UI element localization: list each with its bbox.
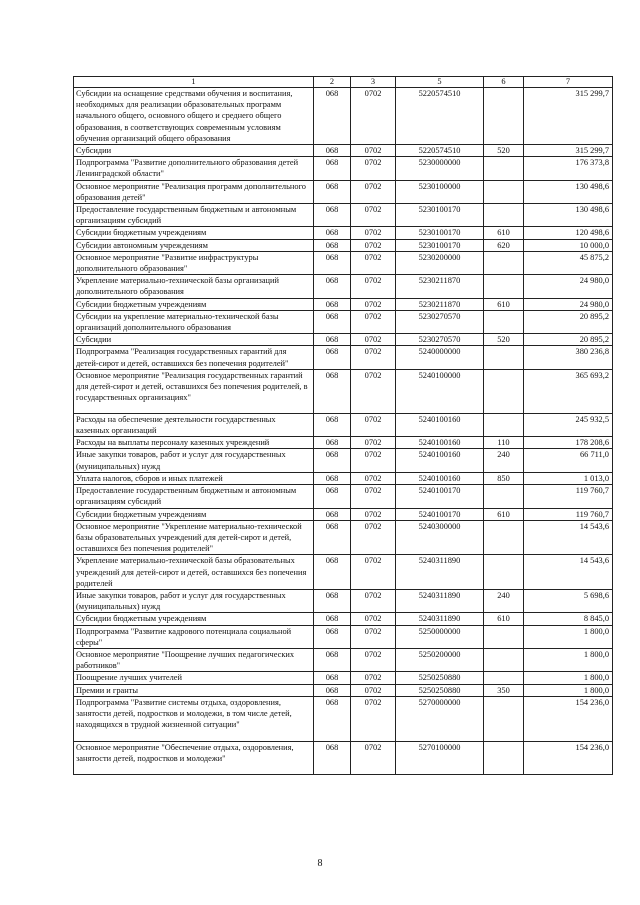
row-section-cell: 0702: [351, 298, 396, 310]
row-sum-cell: 20 895,2: [524, 334, 613, 346]
table-row: [74, 413, 613, 436]
row-section-cell: 0702: [351, 227, 396, 239]
row-expense-type-cell: 110: [484, 437, 524, 449]
row-sum-cell: 1 800,0: [524, 625, 613, 648]
row-sum-cell: 14 543,6: [524, 555, 613, 590]
row-grbs-cell: 068: [314, 437, 351, 449]
table-row: [74, 334, 613, 346]
row-grbs-cell: 068: [314, 696, 351, 741]
row-target-article-cell: 5240100170: [396, 508, 484, 520]
row-section-cell: 0702: [351, 696, 396, 741]
row-name-cell: Премии и гранты: [74, 684, 314, 696]
row-name-cell: Подпрограмма "Реализация государственных гарантий для детей-сирот и детей, оставшихся без попечения родителей": [74, 346, 314, 369]
row-expense-type-cell: 620: [484, 239, 524, 251]
row-sum-cell: 24 980,0: [524, 298, 613, 310]
row-grbs-cell: 068: [314, 555, 351, 590]
row-grbs-cell: 068: [314, 180, 351, 203]
row-name-cell: Иные закупки товаров, работ и услуг для государственных (муниципальных) нужд: [74, 449, 314, 472]
row-name-cell: Уплата налогов, сборов и иных платежей: [74, 472, 314, 484]
row-sum-cell: 245 932,5: [524, 413, 613, 436]
row-sum-cell: 14 543,6: [524, 520, 613, 555]
row-target-article-cell: 5230100000: [396, 180, 484, 203]
page-number: 8: [317, 858, 323, 869]
row-name-cell: Субсидии: [74, 334, 314, 346]
row-section-cell: 0702: [351, 472, 396, 484]
table-row: [74, 369, 613, 413]
budget-table: [73, 76, 613, 775]
row-name-cell: Основное мероприятие "Развитие инфраструктуры дополнительного образования": [74, 251, 314, 274]
row-grbs-cell: 068: [314, 413, 351, 436]
row-name-cell: Основное мероприятие "Обеспечение отдыха, оздоровления, занятости детей, подростков и молодежи": [74, 741, 314, 774]
row-name-cell: Укрепление материально-технической базы организаций дополнительного образования: [74, 275, 314, 298]
row-target-article-cell: 5230100170: [396, 227, 484, 239]
row-target-article-cell: 5240311890: [396, 555, 484, 590]
row-grbs-cell: 068: [314, 672, 351, 684]
row-expense-type-cell: [484, 672, 524, 684]
row-sum-cell: 315 299,7: [524, 145, 613, 157]
row-name-cell: Основное мероприятие "Реализация программ дополнительного образования детей": [74, 180, 314, 203]
row-sum-cell: 178 208,6: [524, 437, 613, 449]
row-grbs-cell: 068: [314, 589, 351, 612]
row-expense-type-cell: [484, 157, 524, 180]
row-target-article-cell: 5240100160: [396, 413, 484, 436]
row-name-cell: Подпрограмма "Развитие кадрового потенциала социальной сферы": [74, 625, 314, 648]
budget-table-sheet: [73, 76, 612, 775]
row-grbs-cell: 068: [314, 251, 351, 274]
row-expense-type-cell: 610: [484, 613, 524, 625]
row-expense-type-cell: [484, 555, 524, 590]
table-row: [74, 508, 613, 520]
row-sum-cell: 66 711,0: [524, 449, 613, 472]
row-target-article-cell: 5240100000: [396, 369, 484, 413]
row-grbs-cell: 068: [314, 449, 351, 472]
row-name-cell: Субсидии бюджетным учреждениям: [74, 508, 314, 520]
row-section-cell: 0702: [351, 741, 396, 774]
row-section-cell: 0702: [351, 485, 396, 508]
row-grbs-cell: 068: [314, 369, 351, 413]
row-grbs-cell: 068: [314, 239, 351, 251]
row-grbs-cell: 068: [314, 684, 351, 696]
row-sum-cell: 1 800,0: [524, 672, 613, 684]
row-sum-cell: 8 845,0: [524, 613, 613, 625]
row-grbs-cell: 068: [314, 346, 351, 369]
row-expense-type-cell: 520: [484, 145, 524, 157]
row-sum-cell: 154 236,0: [524, 696, 613, 741]
row-target-article-cell: 5230200000: [396, 251, 484, 274]
row-section-cell: 0702: [351, 251, 396, 274]
row-target-article-cell: 5230211870: [396, 298, 484, 310]
row-section-cell: 0702: [351, 145, 396, 157]
table-row: [74, 613, 613, 625]
row-sum-cell: 120 498,6: [524, 227, 613, 239]
row-grbs-cell: 068: [314, 157, 351, 180]
row-section-cell: 0702: [351, 589, 396, 612]
row-grbs-cell: 068: [314, 204, 351, 227]
row-sum-cell: 154 236,0: [524, 741, 613, 774]
table-row: [74, 520, 613, 555]
row-sum-cell: 5 698,6: [524, 589, 613, 612]
header-cell: 2: [314, 77, 351, 88]
table-row: [74, 88, 613, 145]
table-row: [74, 648, 613, 671]
table-row: [74, 157, 613, 180]
row-target-article-cell: 5230211870: [396, 275, 484, 298]
row-section-cell: 0702: [351, 437, 396, 449]
table-row: [74, 251, 613, 274]
row-expense-type-cell: [484, 520, 524, 555]
row-name-cell: Поощрение лучших учителей: [74, 672, 314, 684]
row-expense-type-cell: [484, 625, 524, 648]
table-header-row: [74, 77, 613, 88]
row-target-article-cell: 5230000000: [396, 157, 484, 180]
row-expense-type-cell: 240: [484, 589, 524, 612]
row-target-article-cell: 5270000000: [396, 696, 484, 741]
row-section-cell: 0702: [351, 413, 396, 436]
row-name-cell: Предоставление государственным бюджетным и автономным организациям субсидий: [74, 204, 314, 227]
row-expense-type-cell: 850: [484, 472, 524, 484]
row-target-article-cell: 5240300000: [396, 520, 484, 555]
table-row: [74, 625, 613, 648]
row-section-cell: 0702: [351, 310, 396, 333]
row-sum-cell: 1 800,0: [524, 648, 613, 671]
row-target-article-cell: 5240100160: [396, 437, 484, 449]
row-section-cell: 0702: [351, 520, 396, 555]
row-name-cell: Субсидии бюджетным учреждениям: [74, 227, 314, 239]
row-sum-cell: 1 013,0: [524, 472, 613, 484]
row-grbs-cell: 068: [314, 227, 351, 239]
row-name-cell: Субсидии бюджетным учреждениям: [74, 298, 314, 310]
row-sum-cell: 45 875,2: [524, 251, 613, 274]
row-expense-type-cell: [484, 251, 524, 274]
table-row: [74, 485, 613, 508]
header-cell: 5: [396, 77, 484, 88]
row-name-cell: Предоставление государственным бюджетным и автономным организациям субсидий: [74, 485, 314, 508]
row-target-article-cell: 5220574510: [396, 88, 484, 145]
row-sum-cell: 24 980,0: [524, 275, 613, 298]
row-section-cell: 0702: [351, 613, 396, 625]
header-cell: 7: [524, 77, 613, 88]
row-expense-type-cell: [484, 648, 524, 671]
row-sum-cell: 130 498,6: [524, 180, 613, 203]
row-name-cell: Субсидии автономным учреждениям: [74, 239, 314, 251]
row-section-cell: 0702: [351, 180, 396, 203]
table-row: [74, 204, 613, 227]
row-section-cell: 0702: [351, 275, 396, 298]
table-body: [74, 88, 613, 775]
row-section-cell: 0702: [351, 204, 396, 227]
row-target-article-cell: 5250200000: [396, 648, 484, 671]
row-expense-type-cell: [484, 346, 524, 369]
row-expense-type-cell: [484, 485, 524, 508]
row-name-cell: Иные закупки товаров, работ и услуг для государственных (муниципальных) нужд: [74, 589, 314, 612]
row-sum-cell: 176 373,8: [524, 157, 613, 180]
table-row: [74, 298, 613, 310]
table-row: [74, 346, 613, 369]
row-expense-type-cell: 350: [484, 684, 524, 696]
row-target-article-cell: 5240100160: [396, 472, 484, 484]
row-sum-cell: 20 895,2: [524, 310, 613, 333]
row-name-cell: Подпрограмма "Развитие системы отдыха, оздоровления, занятости детей, подростков и молодежи, в том числе детей, находящихся в трудной жизненной ситуации": [74, 696, 314, 741]
row-name-cell: Основное мероприятие "Реализация государственных гарантий для детей-сирот и детей, оставшихся без попечения родителей, в государственных организациях": [74, 369, 314, 413]
row-grbs-cell: 068: [314, 625, 351, 648]
row-target-article-cell: 5250000000: [396, 625, 484, 648]
row-expense-type-cell: [484, 275, 524, 298]
row-target-article-cell: 5240311890: [396, 613, 484, 625]
row-section-cell: 0702: [351, 648, 396, 671]
row-expense-type-cell: [484, 696, 524, 741]
row-sum-cell: 119 760,7: [524, 508, 613, 520]
row-expense-type-cell: 240: [484, 449, 524, 472]
header-cell: 1: [74, 77, 314, 88]
row-sum-cell: 365 693,2: [524, 369, 613, 413]
table-row: [74, 180, 613, 203]
table-row: [74, 555, 613, 590]
row-name-cell: Расходы на выплаты персоналу казенных учреждений: [74, 437, 314, 449]
row-name-cell: Субсидии бюджетным учреждениям: [74, 613, 314, 625]
table-row: [74, 696, 613, 741]
row-target-article-cell: 5240100170: [396, 485, 484, 508]
row-expense-type-cell: [484, 180, 524, 203]
row-name-cell: Расходы на обеспечение деятельности государственных казенных организаций: [74, 413, 314, 436]
row-target-article-cell: 5230270570: [396, 310, 484, 333]
table-row: [74, 310, 613, 333]
row-expense-type-cell: 610: [484, 298, 524, 310]
row-grbs-cell: 068: [314, 520, 351, 555]
row-name-cell: Основное мероприятие "Укрепление материально-технической базы образовательных учреждений для детей-сирот и детей, оставшихся без попечения родителей": [74, 520, 314, 555]
table-row: [74, 472, 613, 484]
table-row: [74, 145, 613, 157]
row-target-article-cell: 5240000000: [396, 346, 484, 369]
table-row: [74, 449, 613, 472]
row-expense-type-cell: 610: [484, 227, 524, 239]
row-grbs-cell: 068: [314, 741, 351, 774]
row-target-article-cell: 5270100000: [396, 741, 484, 774]
header-cell: 6: [484, 77, 524, 88]
row-grbs-cell: 068: [314, 310, 351, 333]
row-grbs-cell: 068: [314, 472, 351, 484]
row-section-cell: 0702: [351, 555, 396, 590]
table-row: [74, 672, 613, 684]
row-name-cell: Основное мероприятие "Поощрение лучших педагогических работников": [74, 648, 314, 671]
row-expense-type-cell: [484, 741, 524, 774]
row-sum-cell: 119 760,7: [524, 485, 613, 508]
row-expense-type-cell: 610: [484, 508, 524, 520]
row-section-cell: 0702: [351, 346, 396, 369]
row-target-article-cell: 5250250880: [396, 684, 484, 696]
row-section-cell: 0702: [351, 508, 396, 520]
row-name-cell: Субсидии на оснащение средствами обучения и воспитания, необходимых для реализации образовательных программ начального общего, основного общего и среднего общего образования, в соответствующих современным условиям обучения организаций общего образования: [74, 88, 314, 145]
row-section-cell: 0702: [351, 334, 396, 346]
row-expense-type-cell: [484, 204, 524, 227]
row-target-article-cell: 5230100170: [396, 204, 484, 227]
row-grbs-cell: 068: [314, 334, 351, 346]
table-row: [74, 437, 613, 449]
row-grbs-cell: 068: [314, 648, 351, 671]
table-row: [74, 227, 613, 239]
row-target-article-cell: 5250250880: [396, 672, 484, 684]
table-row: [74, 589, 613, 612]
row-section-cell: 0702: [351, 239, 396, 251]
row-sum-cell: 10 000,0: [524, 239, 613, 251]
header-cell: 3: [351, 77, 396, 88]
row-grbs-cell: 068: [314, 508, 351, 520]
table-row: [74, 275, 613, 298]
row-target-article-cell: 5230270570: [396, 334, 484, 346]
row-grbs-cell: 068: [314, 613, 351, 625]
table-row: [74, 684, 613, 696]
row-target-article-cell: 5240100160: [396, 449, 484, 472]
row-name-cell: Субсидии: [74, 145, 314, 157]
row-name-cell: Укрепление материально-технической базы образовательных учреждений для детей-сирот и детей, оставшихся без попечения родителей: [74, 555, 314, 590]
row-grbs-cell: 068: [314, 298, 351, 310]
row-name-cell: Субсидии на укрепление материально-технической базы организаций дополнительного образования: [74, 310, 314, 333]
row-grbs-cell: 068: [314, 88, 351, 145]
row-target-article-cell: 5220574510: [396, 145, 484, 157]
row-expense-type-cell: [484, 88, 524, 145]
row-section-cell: 0702: [351, 672, 396, 684]
row-target-article-cell: 5240311890: [396, 589, 484, 612]
row-section-cell: 0702: [351, 449, 396, 472]
row-name-cell: Подпрограмма "Развитие дополнительного образования детей Ленинградской области": [74, 157, 314, 180]
row-grbs-cell: 068: [314, 485, 351, 508]
row-sum-cell: 130 498,6: [524, 204, 613, 227]
table-row: [74, 239, 613, 251]
row-sum-cell: 380 236,8: [524, 346, 613, 369]
row-expense-type-cell: [484, 310, 524, 333]
row-expense-type-cell: [484, 369, 524, 413]
row-grbs-cell: 068: [314, 275, 351, 298]
row-expense-type-cell: [484, 413, 524, 436]
row-expense-type-cell: 520: [484, 334, 524, 346]
row-grbs-cell: 068: [314, 145, 351, 157]
row-section-cell: 0702: [351, 369, 396, 413]
row-target-article-cell: 5230100170: [396, 239, 484, 251]
row-sum-cell: 1 800,0: [524, 684, 613, 696]
table-row: [74, 741, 613, 774]
row-section-cell: 0702: [351, 157, 396, 180]
row-section-cell: 0702: [351, 88, 396, 145]
row-section-cell: 0702: [351, 684, 396, 696]
row-sum-cell: 315 299,7: [524, 88, 613, 145]
row-section-cell: 0702: [351, 625, 396, 648]
